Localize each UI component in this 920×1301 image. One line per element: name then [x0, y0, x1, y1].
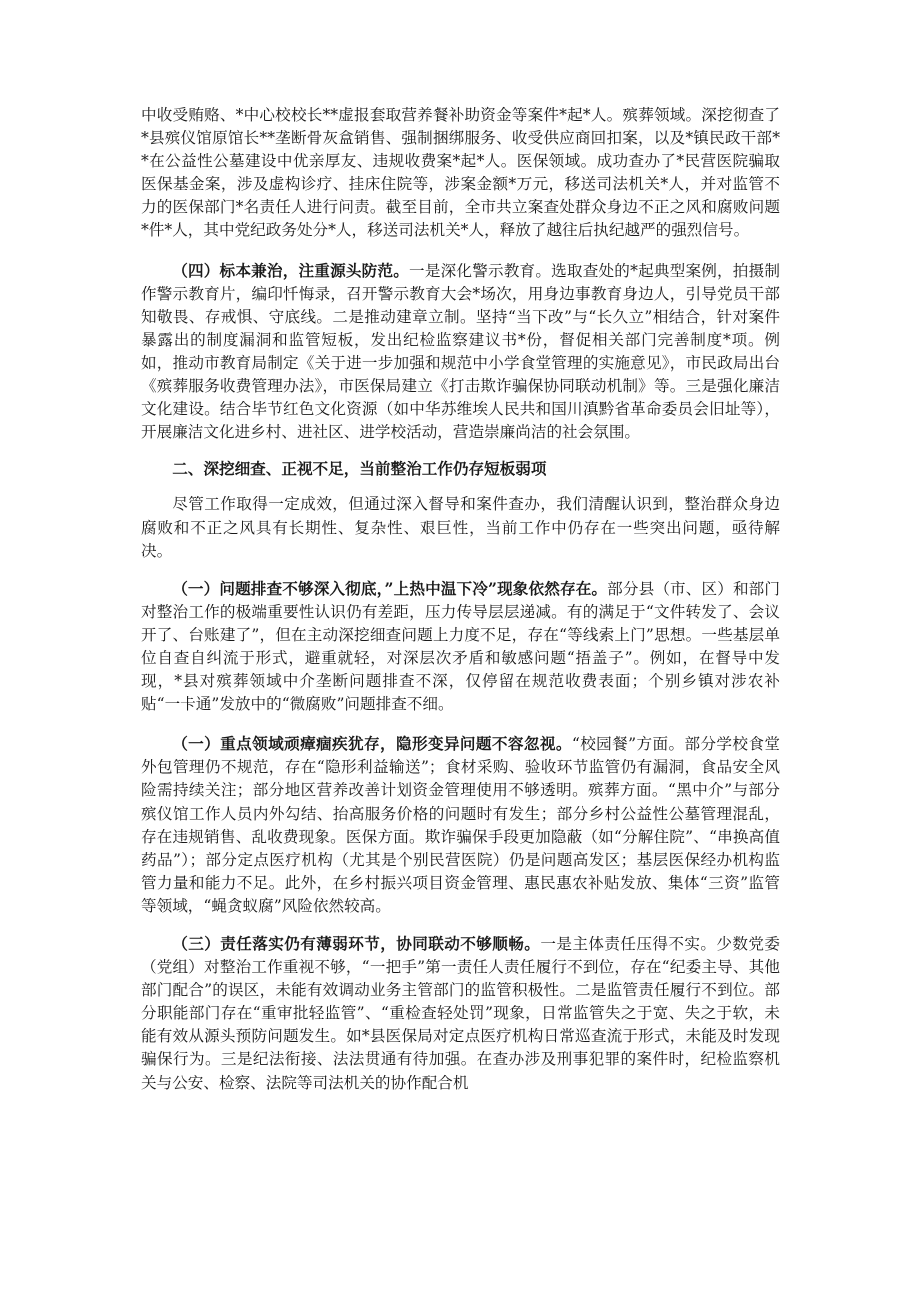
paragraph-body: 中收受贿赂、*中心校校长**虚报套取营养餐补助资金等案件*起*人。殡葬领域。深挖彻查了*县殡仪馆原馆长**垄断骨灰盒销售、强制捆绑服务、收受供应商回扣案，以及*镇民政干部**在公益性公墓建设中优亲厚友、违规收费案*起*人。医保领域。成功查办了*民营医院骗取医保基金案，涉及虚构诊疗、挂床住院等，涉案金额*万元，移送司法机关*人，并对监管不力的医保部门*名责任人进行问责。截至目前，全市共立案查处群众身边不正之风和腐败问题*件*人，其中党纪政务处分*人，移送司法机关*人，释放了越往后执纪越严的强烈信号。 — [141, 106, 780, 240]
paragraph-issue-two — [141, 732, 780, 918]
paragraph-section-four — [141, 259, 780, 445]
paragraph-body: 一是主体责任压得不实。少数党委（党组）对整治工作重视不够，“一把手”第一责任人责任履行不到位，存在“纪委主导、其他部门配合”的误区，未能有效调动业务主管部门的监管积极性。二是监管责任履行不到位。部分职能部门存在“重审批轻监管”、“重检查轻处罚”现象，日常监管失之于宽、失之于软，未能有效从源头预防问题发生。如*县医保局对定点医疗机构日常巡查流于形式，未能及时发现骗保行为。三是纪法衔接、法法贯通有待加强。在查办涉及刑事犯罪的案件时，纪检监察机关与公安、检察、法院等司法机关的协作配合机 — [141, 935, 780, 1092]
paragraph-body: 一是深化警示教育。选取查处的*起典型案例，拍摄制作警示教育片，编印忏悔录，召开警示教育大会*场次，用身边事教育身边人，引导党员干部知敬畏、存戒惧、守底线。二是推动建章立制。坚持“当下改”与“长久立”相结合，针对案件暴露出的制度漏洞和监管短板，发出纪检监察建议书*份，督促相关部门完善制度*项。例如，推动市教育局制定《关于进一步加强和规范中小学食堂管理的实施意见》，市民政局出台《殡葬服务收费管理办法》，市医保局建立《打击欺诈骗保协同联动机制》等。三是强化廉洁文化建设。结合毕节红色文化资源（如中华苏维埃人民共和国川滇黔省革命委员会旧址等），开展廉洁文化进乡村、进社区、进学校活动，营造崇廉尚洁的社会氛围。 — [141, 261, 780, 442]
paragraph-body: “校园餐”方面。部分学校食堂外包管理仍不规范，存在“隐形利益输送”；食材采购、验收环节监管仍有漏洞，食品安全风险需持续关注；部分地区营养改善计划资金管理使用不够透明。殡葬方面。“黑中介”与部分殡仪馆工作人员内外勾结、抬高服务价格的问题时有发生；部分乡村公益性公墓管理混乱，存在违规销售、乱收费现象。医保方面。欺诈骗保手段更加隐蔽（如“分解住院”、“串换高值药品”）；部分定点医疗机构（尤其是个别民营医院）仍是问题高发区；基层医保经办机构监管力量和能力不足。此外，在乡村振兴项目资金管理、惠民惠农补贴发放、集体“三资”监管等领域，“蝇贪蚁腐”风险依然较高。 — [141, 735, 780, 915]
section-heading: 二、深挖细查、正视不足，当前整治工作仍存短板弱项 — [172, 459, 547, 479]
paragraph-lead: （一）问题排查不够深入彻底，”上热中温下冷”现象依然存在。 — [172, 578, 608, 598]
paragraph-case-summary — [141, 104, 780, 243]
paragraph-body: 尽管工作取得一定成效，但通过深入督导和案件查办，我们清醒认识到，整治群众身边腐败和不正之风具有长期性、复杂性、艰巨性，当前工作中仍存在一些突出问题，亟待解决。 — [141, 495, 780, 560]
paragraph-issue-one — [141, 577, 780, 717]
paragraph-body: 部分县（市、区）和部门对整治工作的极端重要性认识仍有差距，压力传导层层递减。有的满足于“文件转发了、会议开了、台账建了”，但在主动深挖细查问题上力度不足，存在“等线索上门”思想。一些基层单位自查自纠流于形式，避重就轻，对深层次矛盾和敏感问题“捂盖子”。例如，在督导中发现，*县对殡葬领域中介垄断问题排查不深，仅停留在规范收费表面；个别乡镇对涉农补贴“一卡通”发放中的“微腐败”问题排查不细。 — [141, 579, 780, 714]
paragraph-lead: （四）标本兼治，注重源头防范。 — [172, 260, 410, 280]
paragraph-lead: （一）重点领域顽瘴痼疾犹存，隐形变异问题不容忽视。 — [172, 734, 572, 754]
paragraph-issue-three — [141, 932, 780, 1095]
paragraph-intro — [141, 493, 780, 562]
paragraph-lead: （三）责任落实仍有薄弱环节，协同联动不够顺畅。 — [172, 934, 541, 953]
